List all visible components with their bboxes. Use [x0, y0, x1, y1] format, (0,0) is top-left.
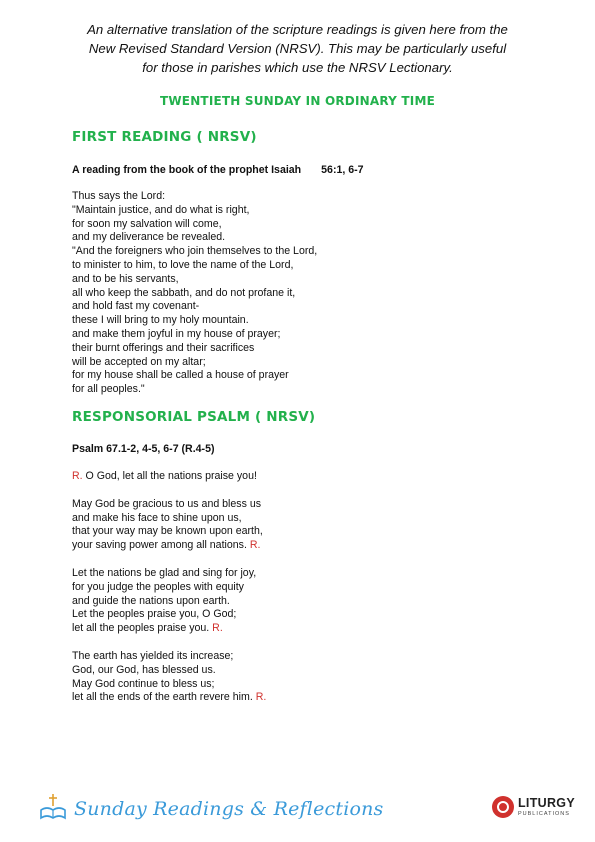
publisher-name: LITURGY	[518, 796, 575, 810]
verse-line: and to be his servants,	[72, 272, 179, 285]
intro-note	[40, 20, 555, 77]
verse-line: that your way may be known upon earth,	[72, 525, 263, 538]
verse-line: for you judge the peoples with equity	[72, 580, 244, 593]
psalm-heading: RESPONSORIAL PSALM ( NRSV)	[72, 409, 316, 425]
first-reading-reference	[72, 164, 364, 176]
verse-line: and my deliverance be revealed.	[72, 231, 226, 244]
psalm-stanza	[72, 650, 266, 705]
first-reading-text	[72, 190, 317, 397]
verse-line: God, our God, has blessed us.	[72, 663, 216, 676]
response-text: O God, let all the nations praise you!	[85, 470, 257, 482]
response-marker: R.	[255, 691, 267, 704]
verse-line: for soon my salvation will come,	[72, 217, 222, 230]
footer-brand-title: Sunday Readings & Reflections	[74, 798, 384, 820]
publisher-logo	[492, 796, 575, 818]
reading-citation: 56:1, 6-7	[321, 164, 364, 176]
verse-line: and make them joyful in my house of prayer;	[72, 327, 281, 340]
verse-line: for my house shall be called a house of prayer	[72, 369, 289, 382]
verse-line: and hold fast my covenant-	[72, 300, 200, 313]
verse-line: your saving power among all nations.	[72, 539, 247, 552]
verse-line: Let the nations be glad and sing for joy,	[72, 566, 257, 579]
publisher-subtitle: PUBLICATIONS	[518, 810, 570, 817]
verse-line: all who keep the sabbath, and do not profane it,	[72, 286, 296, 299]
verse-line: "Maintain justice, and do what is right,	[72, 203, 250, 216]
verse-line: May God be gracious to us and bless us	[72, 497, 262, 510]
verse-line: for all peoples."	[72, 383, 145, 396]
response-marker: R.	[212, 622, 223, 635]
verse-line: "And the foreigners who join themselves to the Lord,	[72, 245, 318, 258]
verse-line: The earth has yielded its increase;	[72, 649, 234, 662]
reading-source: A reading from the book of the prophet Isaiah	[72, 164, 302, 176]
response-marker: R.	[72, 470, 83, 482]
verse-line: to minister to him, to love the name of the Lord,	[72, 258, 294, 271]
verse-line: Let the peoples praise you, O God;	[72, 608, 237, 621]
verse-line: let all the peoples praise you.	[72, 622, 210, 635]
verse-line: and make his face to shine upon us,	[72, 511, 242, 524]
verse-line: these I will bring to my holy mountain.	[72, 314, 249, 327]
psalm-citation: Psalm 67.1-2, 4-5, 6-7 (R.4-5)	[72, 443, 215, 455]
footer-brand-block	[38, 792, 384, 826]
psalm-response	[72, 470, 266, 484]
sunday-title: TWENTIETH SUNDAY IN ORDINARY TIME	[159, 94, 436, 108]
intro-line: An alternative translation of the scripture readings is given here from the	[87, 22, 508, 37]
verse-line: and guide the nations upon earth.	[72, 594, 230, 607]
psalm-stanza	[72, 567, 266, 636]
verse-line: will be accepted on my altar;	[72, 355, 206, 368]
open-book-cross-icon	[38, 792, 68, 827]
liturgy-publications-logo-icon	[492, 796, 514, 818]
verse-line: their burnt offerings and their sacrifices	[72, 341, 255, 354]
verse-line: May God continue to bless us;	[72, 677, 215, 690]
verse-line: let all the ends of the earth revere him.	[72, 691, 253, 704]
psalm-stanza	[72, 498, 266, 553]
psalm-text	[72, 470, 266, 719]
response-marker: R.	[249, 539, 261, 552]
first-reading-heading: FIRST READING ( NRSV)	[72, 129, 257, 145]
verse-line: Thus says the Lord:	[72, 190, 166, 202]
intro-line: for those in parishes which use the NRSV Lectionary.	[142, 60, 453, 75]
intro-line: New Revised Standard Version (NRSV). This may be particularly useful	[88, 41, 507, 56]
